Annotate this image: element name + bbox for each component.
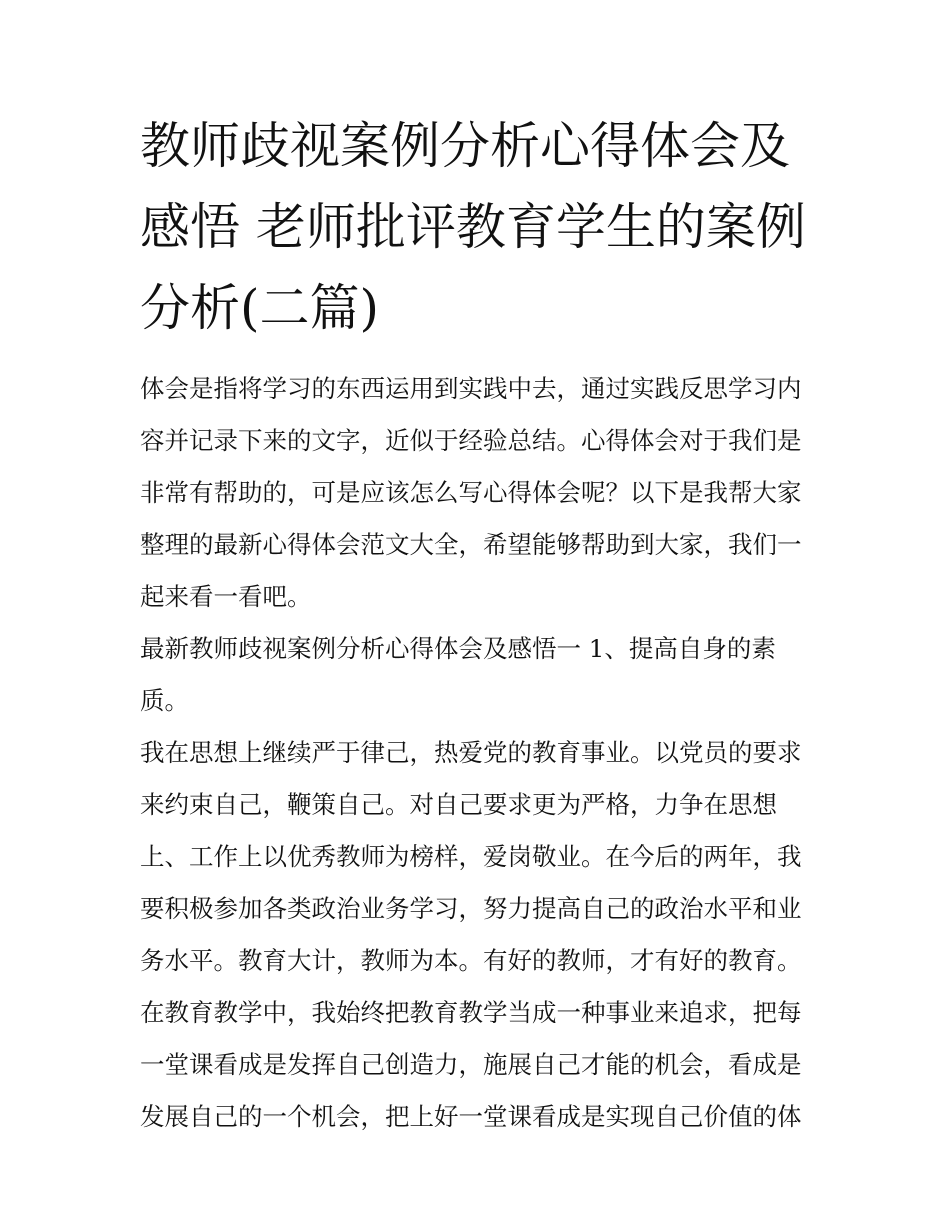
document-title: 教师歧视案例分析心得体会及感悟 老师批评教育学生的案例分析(二篇) — [140, 117, 806, 337]
document-content — [140, 106, 815, 1143]
intro-paragraph: 体会是指将学习的东西运用到实践中去，通过实践反思学习内容并记录下来的文字，近似于经验总结。心得体会对于我们是非常有帮助的，可是应该怎么写心得体会呢？以下是我帮大家整理的最新心得体会范文大全，希望能够帮助到大家，我们一起来看一看吧。 — [140, 374, 802, 611]
body-paragraph: 我在思想上继续严于律己，热爱党的教育事业。以党员的要求来约束自己，鞭策自己。对自己要求更为严格，力争在思想上、工作上以优秀教师为榜样，爱岗敬业。在今后的两年，我要积极参加各类政治业务学习，努力提高自己的政治水平和业务水平。教育大计，教师为本。有好的教师，才有好的教育。在教育教学中，我始终把教育教学当成一种事业来追求，把每一堂课看成是发挥自己创造力，施展自己才能的机会，看成是发展自己的一个机会，把上好一堂课看成是实现自己价值的体 — [140, 738, 802, 1131]
section-heading-paragraph: 最新教师歧视案例分析心得体会及感悟一 1、提高自身的素质。 — [140, 634, 776, 715]
